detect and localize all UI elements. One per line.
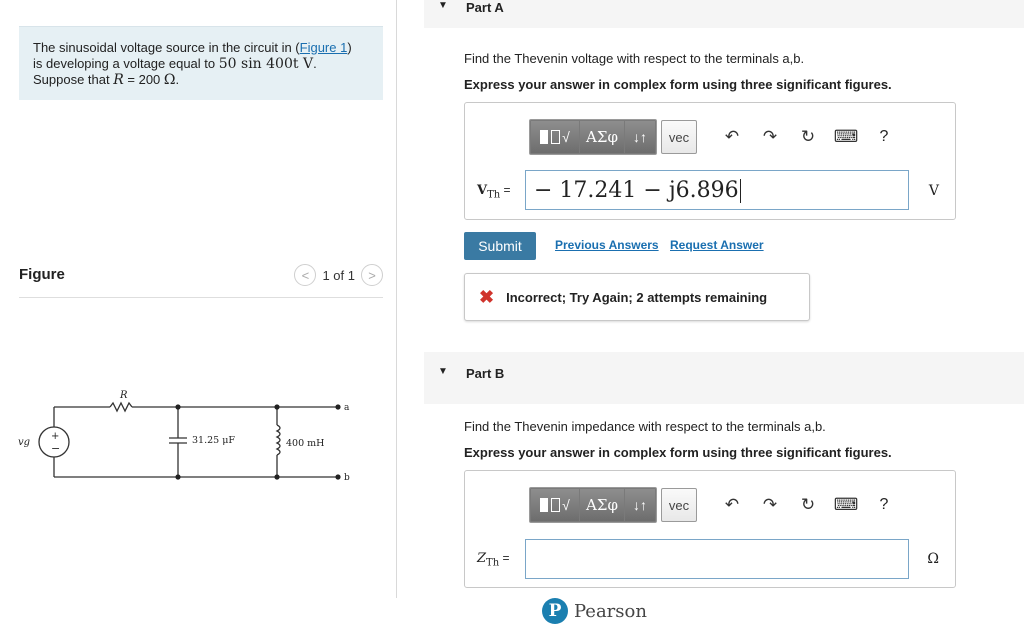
terminal-a-node	[335, 404, 340, 409]
collapse-triangle-icon[interactable]: ▼	[438, 366, 448, 377]
template-button[interactable]: √	[531, 489, 579, 521]
terminal-b-node	[335, 474, 340, 479]
problem-line-1: The sinusoidal voltage source in the circuit in (Figure 1)	[33, 40, 352, 55]
problem-line-2: is developing a voltage equal to 50 sin 400t V.	[33, 56, 317, 72]
part-a-answer-box	[464, 102, 956, 220]
part-b-header[interactable]	[424, 352, 1024, 404]
part-a-toolbar	[529, 119, 959, 155]
feedback-box	[464, 273, 810, 321]
pearson-p-icon: P	[542, 598, 568, 624]
submit-button[interactable]: Submit	[464, 232, 536, 260]
figure-link[interactable]: Figure 1	[299, 40, 348, 55]
resistor-symbol	[110, 403, 132, 411]
problem-statement	[19, 26, 383, 100]
undo-icon[interactable]: ↶	[724, 127, 740, 146]
terminal-b-label: b	[344, 473, 350, 483]
zth-input[interactable]	[525, 539, 909, 579]
part-b-question: Find the Thevenin impedance with respect to the terminals a,b.	[464, 419, 826, 434]
error-x-icon: ✖	[479, 286, 495, 307]
vth-label: $V_{Th}$ =	[477, 183, 511, 201]
greek-symbols-button[interactable]: ΑΣφ	[580, 489, 624, 521]
figure-next-button[interactable]: >	[361, 264, 383, 286]
vth-unit: V	[928, 183, 939, 199]
column-divider	[396, 0, 397, 598]
part-a-title: Part A	[466, 0, 504, 15]
math-template-group	[529, 487, 657, 523]
vth-input[interactable]: − 17.241 − j6.896	[525, 170, 909, 210]
source-plus: +	[51, 431, 60, 442]
keyboard-icon[interactable]: ⌨	[833, 495, 859, 514]
pearson-brand: Pearson	[574, 600, 647, 622]
problem-line-3: Suppose that R = 200 Ω.	[33, 72, 180, 88]
part-a-header[interactable]	[424, 0, 1024, 28]
collapse-triangle-icon[interactable]: ▼	[438, 0, 448, 11]
request-answer-link[interactable]: Request Answer	[670, 238, 764, 252]
zth-unit: Ω	[927, 551, 939, 567]
keyboard-icon[interactable]: ⌨	[833, 127, 859, 146]
r-variable: R	[113, 72, 124, 88]
vector-button[interactable]: vec	[661, 488, 697, 522]
help-icon[interactable]: ?	[879, 496, 889, 513]
source-minus: −	[51, 442, 61, 455]
capacitor-label: 31.25 μF	[192, 435, 235, 446]
previous-answers-link[interactable]: Previous Answers	[555, 238, 659, 252]
arrows-button[interactable]: ↓↑	[625, 121, 655, 153]
zth-label: $Z_{Th}$ =	[477, 551, 510, 569]
feedback-text: Incorrect; Try Again; 2 attempts remaining	[506, 289, 768, 305]
pearson-logo	[542, 598, 647, 624]
undo-icon[interactable]: ↶	[724, 495, 740, 514]
redo-icon[interactable]: ↷	[762, 127, 778, 146]
part-b-toolbar	[529, 487, 959, 523]
part-a-question: Find the Thevenin voltage with respect to the terminals a,b.	[464, 51, 805, 66]
inductor-label: 400 mH	[286, 438, 325, 449]
resistor-label: R	[120, 390, 128, 401]
terminal-a-label: a	[344, 403, 350, 413]
voltage-expression: 50 sin 400t V	[218, 56, 314, 72]
part-a-instruction: Express your answer in complex form using three significant figures.	[464, 77, 892, 92]
vector-button[interactable]: vec	[661, 120, 697, 154]
reset-icon[interactable]: ↻	[800, 127, 816, 146]
figure-pager	[294, 264, 383, 286]
part-b-answer-box	[464, 470, 956, 588]
math-template-group	[529, 119, 657, 155]
figure-prev-button[interactable]: <	[294, 264, 316, 286]
greek-symbols-button[interactable]: ΑΣφ	[580, 121, 624, 153]
help-icon[interactable]: ?	[879, 128, 889, 145]
source-label: vg	[18, 437, 31, 448]
figure-page-label: 1 of 1	[322, 267, 355, 283]
part-b-instruction: Express your answer in complex form using three significant figures.	[464, 445, 892, 460]
circuit-diagram	[18, 385, 370, 495]
redo-icon[interactable]: ↷	[762, 495, 778, 514]
arrows-button[interactable]: ↓↑	[625, 489, 655, 521]
part-b-title: Part B	[466, 366, 505, 381]
inductor-symbol	[277, 425, 280, 455]
template-button[interactable]: √	[531, 121, 579, 153]
reset-icon[interactable]: ↻	[800, 495, 816, 514]
figure-header	[19, 262, 383, 298]
figure-title: Figure	[19, 266, 65, 283]
